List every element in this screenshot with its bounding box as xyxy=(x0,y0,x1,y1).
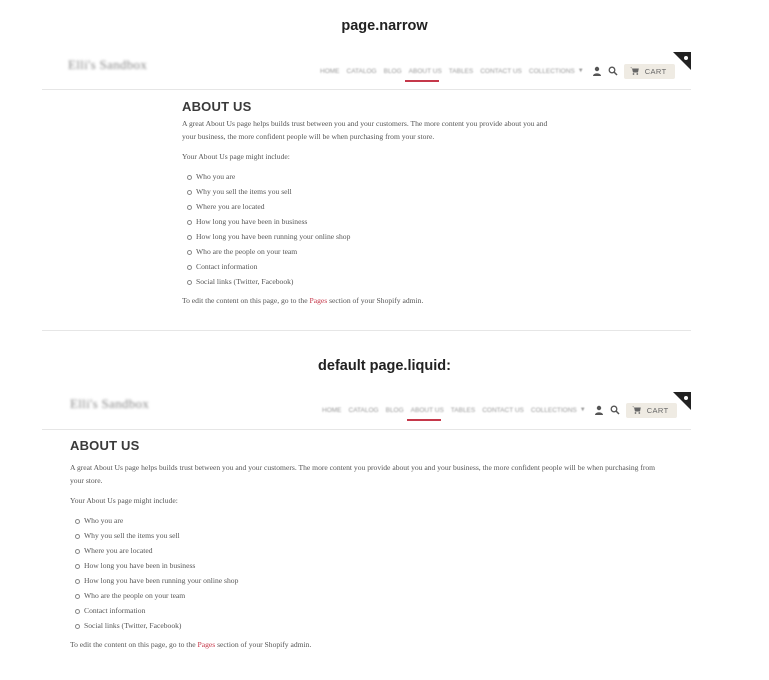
list-item: How long you have been running your online shop xyxy=(70,573,668,588)
nav-item-about-us[interactable]: ABOUT US xyxy=(408,67,442,75)
list-item: Who are the people on your team xyxy=(70,588,668,603)
page-content-narrow xyxy=(182,99,554,307)
footer-note xyxy=(182,295,554,308)
footer-text: section of your Shopify admin. xyxy=(327,295,424,305)
nav-active-indicator xyxy=(407,419,441,421)
nav-item-contact-us[interactable]: CONTACT US xyxy=(482,406,524,414)
page-title: ABOUT US xyxy=(182,99,252,114)
list-item: Social links (Twitter, Facebook) xyxy=(182,274,554,289)
chevron-down-icon[interactable]: ▼ xyxy=(579,407,586,413)
cart-button[interactable] xyxy=(626,403,677,418)
nav-item-tables[interactable]: TABLES xyxy=(448,67,474,75)
list-item: How long you have been in business xyxy=(182,214,554,229)
panel-caption-narrow: page.narrow xyxy=(341,18,428,34)
corner-badge[interactable] xyxy=(673,392,691,410)
about-list xyxy=(70,513,668,633)
intro-paragraph: A great About Us page helps builds trust between you and your customers. The more content you provide about you and your business, the more confident people will be when purchasing from your store. xyxy=(182,119,548,141)
nav-item-contact-us[interactable]: CONTACT US xyxy=(480,67,522,75)
list-item: How long you have been in business xyxy=(70,558,668,573)
cart-icon xyxy=(632,406,641,414)
pages-link[interactable]: Pages xyxy=(309,295,328,305)
user-icon[interactable] xyxy=(594,405,604,415)
list-item: Who are the people on your team xyxy=(182,244,554,259)
list-item: How long you have been running your online shop xyxy=(182,229,554,244)
nav-item-collections[interactable]: COLLECTIONS xyxy=(530,406,577,414)
list-intro: Your About Us page might include: xyxy=(70,496,178,505)
cart-button[interactable] xyxy=(624,64,675,79)
list-item: Why you sell the items you sell xyxy=(70,528,668,543)
list-item: Social links (Twitter, Facebook) xyxy=(70,618,668,633)
list-item: Contact information xyxy=(182,259,554,274)
list-item: Where you are located xyxy=(70,543,668,558)
list-item: Who you are xyxy=(182,169,554,184)
nav-item-catalog[interactable]: CATALOG xyxy=(348,406,379,414)
user-icon[interactable] xyxy=(592,66,602,76)
gear-icon xyxy=(684,396,688,400)
header-divider xyxy=(42,89,691,90)
main-nav xyxy=(322,403,677,417)
list-item: Contact information xyxy=(70,603,668,618)
store-logo[interactable]: Elli's Sandbox xyxy=(70,396,150,411)
cart-icon xyxy=(630,67,639,75)
list-item: Why you sell the items you sell xyxy=(182,184,554,199)
main-nav xyxy=(320,64,675,78)
about-list xyxy=(182,169,554,289)
store-logo[interactable]: Elli's Sandbox xyxy=(68,57,148,72)
header-divider xyxy=(42,429,691,430)
nav-item-about-us[interactable]: ABOUT US xyxy=(410,406,444,414)
nav-item-blog[interactable]: BLOG xyxy=(385,406,404,414)
nav-active-indicator xyxy=(405,80,439,82)
search-icon[interactable] xyxy=(608,66,618,76)
footer-text: section of your Shopify admin. xyxy=(215,639,312,649)
chevron-down-icon[interactable]: ▼ xyxy=(577,68,584,74)
nav-item-home[interactable]: HOME xyxy=(322,406,342,414)
cart-label: CART xyxy=(644,66,667,76)
nav-item-blog[interactable]: BLOG xyxy=(383,67,402,75)
page-content-default xyxy=(70,438,668,651)
nav-item-tables[interactable]: TABLES xyxy=(450,406,476,414)
nav-item-catalog[interactable]: CATALOG xyxy=(346,67,377,75)
cart-label: CART xyxy=(646,405,669,415)
list-intro: Your About Us page might include: xyxy=(182,152,290,161)
panel-caption-default: default page.liquid: xyxy=(318,358,451,374)
nav-item-collections[interactable]: COLLECTIONS xyxy=(528,67,575,75)
list-item: Who you are xyxy=(70,513,668,528)
panel-divider xyxy=(42,330,691,331)
page-title: ABOUT US xyxy=(70,438,140,453)
corner-badge[interactable] xyxy=(673,52,691,70)
intro-paragraph: A great About Us page helps builds trust between you and your customers. The more content you provide about you and your business, the more confident people will be when purchasing from your store. xyxy=(70,463,656,485)
list-item: Where you are located xyxy=(182,199,554,214)
pages-link[interactable]: Pages xyxy=(197,639,216,649)
search-icon[interactable] xyxy=(610,405,620,415)
footer-note xyxy=(70,639,668,652)
footer-text: To edit the content on this page, go to the xyxy=(70,639,198,649)
nav-item-home[interactable]: HOME xyxy=(320,67,340,75)
footer-text: To edit the content on this page, go to the xyxy=(182,295,310,305)
gear-icon xyxy=(684,56,688,60)
